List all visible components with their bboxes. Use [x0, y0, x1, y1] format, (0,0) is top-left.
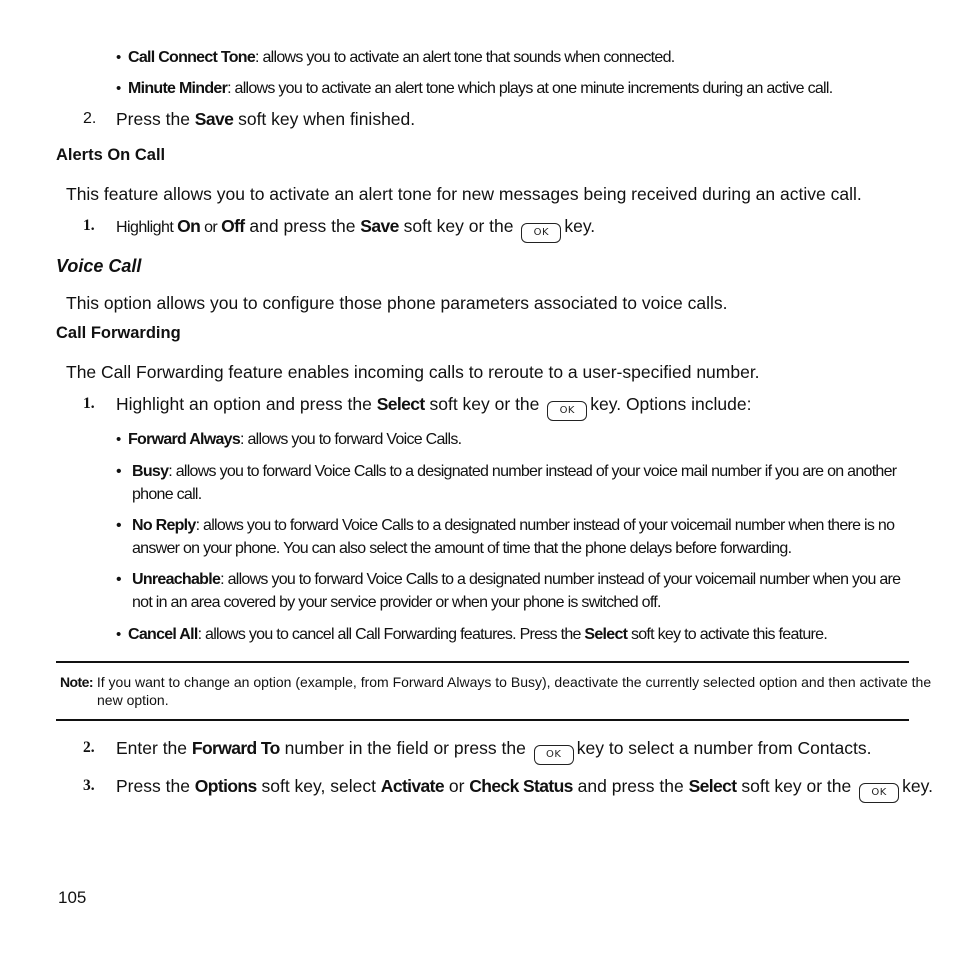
note [60, 673, 945, 709]
note-bottom-rule [56, 719, 909, 721]
bullet-term: Minute Minder [128, 80, 228, 97]
forwarding-step3: Press the Options soft key, select Activate or Check Status and press the Select soft key or the OK key. [116, 775, 933, 803]
note-text: If you want to change an option (example, from Forward Always to Busy), deactivate the currently selected option and then activate the new option. [92, 674, 932, 708]
bullet-dot: • [116, 431, 121, 448]
alerts-body: This feature allows you to activate an alert tone for new messages being received during an active call. [66, 184, 862, 204]
alerts-step1: Highlight On or Off and press the Save soft key or the OK key. [116, 215, 595, 243]
ok-key-icon: OK [859, 783, 899, 803]
bullet-forward-always: • Forward Always: allows you to forward Voice Calls. [116, 431, 462, 448]
bullet-no-reply: No Reply: allows you to forward Voice Calls to a designated number instead of your voicemail number when there is no answer on your phone. You can also select the amount of time that the phone delays before forwarding. [132, 517, 895, 557]
step-number: 1. [83, 217, 95, 234]
page-number: 105 [58, 888, 87, 907]
bullet-term: Call Connect Tone [128, 49, 256, 66]
bullet-dot: • [116, 626, 121, 643]
call-forwarding-body: The Call Forwarding feature enables incoming calls to reroute to a user-specified number. [66, 362, 760, 382]
step-number: 3. [83, 777, 95, 794]
ok-key-icon: OK [521, 223, 561, 243]
bullet-dot: • [116, 49, 121, 66]
ok-key-icon: OK [547, 401, 587, 421]
bullet-desc: : allows you to activate an alert tone that sounds when connected. [255, 49, 675, 66]
voice-call-heading: Voice Call [56, 256, 142, 276]
note-label: Note: [60, 674, 93, 690]
bullet-busy: Busy: allows you to forward Voice Calls to a designated number instead of your voice mail number if you are on another phone call. [132, 463, 897, 503]
voice-call-body: This option allows you to configure those phone parameters associated to voice calls. [66, 293, 728, 313]
bullet-dot: • [116, 463, 121, 480]
bullet-dot: • [116, 80, 121, 97]
bullet-dot: • [116, 571, 121, 588]
save-softkey-label: Save [194, 109, 234, 129]
ok-key-icon: OK [534, 745, 574, 765]
call-forwarding-heading: Call Forwarding [56, 324, 181, 342]
bullet-desc: : allows you to activate an alert tone which plays at one minute increments during an active call. [227, 80, 833, 97]
step-text-save: Press the Save soft key when finished. [116, 109, 416, 129]
forwarding-step2: Enter the Forward To number in the field or press the OK key to select a number from Contacts. [116, 737, 871, 765]
note-top-rule [56, 661, 909, 663]
bullet-call-connect-tone [116, 46, 674, 69]
step-number: 1. [83, 395, 95, 412]
bullet-minute-minder [116, 77, 832, 100]
alerts-on-call-heading: Alerts On Call [56, 146, 166, 164]
step-number: 2. [83, 110, 97, 127]
bullet-unreachable: Unreachable: allows you to forward Voice Calls to a designated number instead of your voicemail number when you are not in an area covered by your service provider or when your phone is switched off. [132, 571, 901, 611]
bullet-dot: • [116, 517, 121, 534]
forwarding-step1: Highlight an option and press the Select soft key or the OK key. Options include: [116, 393, 751, 421]
step-number: 2. [83, 739, 95, 756]
bullet-cancel-all: • Cancel All: allows you to cancel all Call Forwarding features. Press the Select soft key to activate this feature. [116, 626, 828, 643]
